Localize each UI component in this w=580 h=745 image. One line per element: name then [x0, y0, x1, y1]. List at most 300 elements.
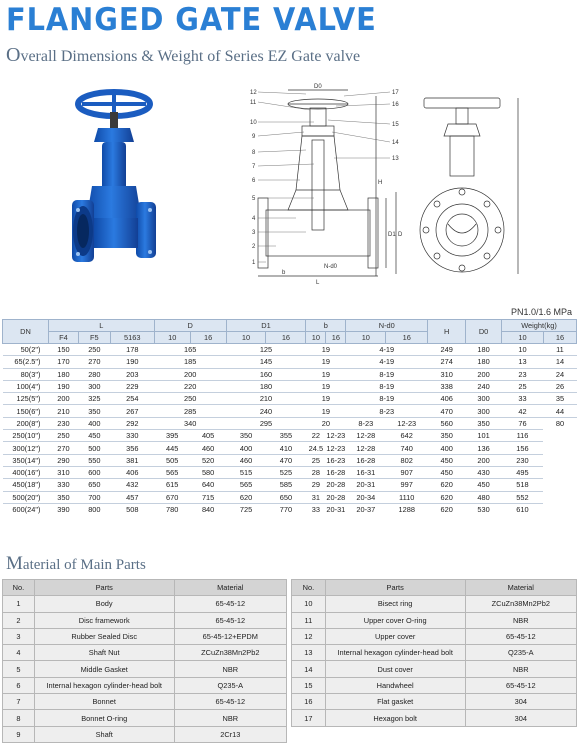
- col-b: b: [306, 320, 346, 332]
- callout-9: 9: [252, 134, 256, 140]
- table-cell: 300: [78, 380, 110, 392]
- table-cell: 4-19: [346, 356, 428, 368]
- mat-col-no-2: No.: [292, 580, 326, 596]
- table-row: [3, 479, 577, 491]
- table-cell: Middle Gasket: [34, 661, 174, 677]
- table-cell: 304: [465, 694, 576, 710]
- table-cell: 203: [110, 368, 154, 380]
- table-cell: 495: [502, 466, 544, 478]
- table-cell: 600: [78, 466, 110, 478]
- table-cell: 500(20"): [3, 491, 49, 503]
- table-cell: 907: [386, 466, 428, 478]
- table-cell: 250: [154, 393, 226, 405]
- callout-2: 2: [252, 244, 256, 250]
- materials-title-rest: aterial of Main Parts: [22, 557, 146, 573]
- table-cell: 580: [190, 466, 226, 478]
- table-cell: 250(10"): [3, 430, 49, 442]
- callout-13: 13: [392, 156, 399, 162]
- sub-d1-16: 16: [266, 332, 306, 344]
- table-cell: 16-28: [346, 454, 386, 466]
- table-cell: 19: [306, 393, 346, 405]
- list-item: [292, 628, 577, 644]
- materials-title-initial: M: [6, 553, 23, 574]
- table-cell: 400: [428, 442, 466, 454]
- table-cell: 295: [226, 417, 306, 429]
- table-cell: 8-19: [346, 380, 428, 392]
- table-cell: 350: [428, 430, 466, 442]
- table-cell: 116: [502, 430, 544, 442]
- table-cell: 10: [502, 344, 544, 356]
- table-cell: 25: [306, 454, 326, 466]
- table-cell: 76: [502, 417, 544, 429]
- table-cell: 450: [466, 479, 502, 491]
- dim-nd0-label: N-d0: [324, 264, 338, 270]
- table-cell: 185: [154, 356, 226, 368]
- table-cell: 180: [466, 356, 502, 368]
- table-cell: 7: [3, 694, 35, 710]
- callout-16: 16: [392, 102, 399, 108]
- table-cell: 802: [386, 454, 428, 466]
- table-cell: 285: [154, 405, 226, 417]
- table-row: [3, 503, 577, 515]
- table-cell: 14: [292, 661, 326, 677]
- list-item: [292, 645, 577, 661]
- table-cell: Rubber Sealed Disc: [34, 628, 174, 644]
- table-cell: 33: [502, 393, 544, 405]
- table-cell: 620: [428, 503, 466, 515]
- table-cell: 450(18"): [3, 479, 49, 491]
- table-cell: 65-45-12: [174, 694, 286, 710]
- sub-nd0-16: 16: [386, 332, 428, 344]
- dim-d0-label: D0: [314, 84, 322, 90]
- sub-b-10: 10: [306, 332, 326, 344]
- table-cell: 267: [110, 405, 154, 417]
- table-cell: 12-28: [346, 430, 386, 442]
- table-cell: 480: [466, 491, 502, 503]
- table-cell: 25: [502, 380, 544, 392]
- subtitle-rest: verall Dimensions & Weight of Series EZ Gate valve: [20, 48, 361, 65]
- table-cell: 350: [226, 430, 266, 442]
- table-cell: 22: [306, 430, 326, 442]
- table-cell: 505: [154, 454, 190, 466]
- callout-4: 4: [252, 216, 256, 222]
- col-nd0: N-d0: [346, 320, 428, 332]
- table-cell: Internal hexagon cylinder-head bolt: [34, 677, 174, 693]
- table-cell: 274: [428, 356, 466, 368]
- col-d0: D0: [466, 320, 502, 344]
- table-cell: 31: [306, 491, 326, 503]
- sub-d1-10: 10: [226, 332, 266, 344]
- table-cell: 20-31: [346, 479, 386, 491]
- table-cell: ZCuZn38Mn2Pb2: [465, 596, 576, 612]
- table-cell: 19: [306, 405, 346, 417]
- callout-7: 7: [252, 164, 256, 170]
- callout-3: 3: [252, 230, 256, 236]
- table-cell: 65-45-12+EPDM: [174, 628, 286, 644]
- table-cell: 610: [502, 503, 544, 515]
- table-cell: 65-45-12: [465, 677, 576, 693]
- table-cell: 190: [48, 380, 78, 392]
- table-cell: Hexagon bolt: [325, 710, 465, 726]
- table-cell: 780: [154, 503, 190, 515]
- callout-1: 1: [252, 260, 256, 266]
- table-cell: 125: [226, 344, 306, 356]
- materials-right-body: [292, 596, 577, 726]
- table-cell: 210: [226, 393, 306, 405]
- sub-d-10: 10: [154, 332, 190, 344]
- table-cell: 406: [110, 466, 154, 478]
- table-cell: 620: [428, 491, 466, 503]
- col-d1: D1: [226, 320, 306, 332]
- callout-15: 15: [392, 122, 399, 128]
- table-cell: 24.5: [306, 442, 326, 454]
- table-cell: 560: [428, 417, 466, 429]
- table-cell: 42: [502, 405, 544, 417]
- materials-table-left: [2, 579, 287, 743]
- table-cell: 16-28: [326, 468, 346, 478]
- table-cell: 310: [428, 368, 466, 380]
- table-cell: NBR: [465, 661, 576, 677]
- table-cell: 10: [292, 596, 326, 612]
- table-cell: NBR: [174, 710, 286, 726]
- table-cell: 11: [292, 612, 326, 628]
- table-cell: 240: [226, 405, 306, 417]
- table-cell: 460: [190, 442, 226, 454]
- callout-14: 14: [392, 140, 399, 146]
- table-cell: 8-19: [346, 393, 428, 405]
- pressure-rating: PN1.0/1.6 MPa: [510, 307, 572, 317]
- table-cell: 100(4"): [3, 380, 49, 392]
- list-item: [3, 726, 287, 742]
- table-cell: 11: [543, 344, 576, 356]
- table-cell: 600(24"): [3, 503, 49, 515]
- dim-d1-label: D1: [388, 232, 396, 238]
- list-item: [3, 694, 287, 710]
- table-cell: 9: [3, 726, 35, 742]
- callout-11: 11: [250, 100, 257, 106]
- section-drawing: [236, 80, 412, 290]
- table-cell: 381: [110, 454, 154, 466]
- side-view-drawing: [418, 92, 540, 282]
- table-cell: 997: [386, 479, 428, 491]
- dim-h-label: H: [378, 180, 383, 186]
- table-cell: 229: [110, 380, 154, 392]
- table-cell: 390: [48, 503, 78, 515]
- sub-f5: F5: [78, 332, 110, 344]
- table-cell: 300: [466, 405, 502, 417]
- table-cell: Shaft: [34, 726, 174, 742]
- mat-col-material: Material: [174, 580, 286, 596]
- table-cell: 670: [154, 491, 190, 503]
- table-cell: 770: [266, 503, 306, 515]
- list-item: [3, 596, 287, 612]
- mat-col-parts-2: Parts: [325, 580, 465, 596]
- table-cell: 715: [190, 491, 226, 503]
- table-cell: 210: [48, 405, 78, 417]
- table-cell: Q235-A: [465, 645, 576, 661]
- table-cell: 249: [428, 344, 466, 356]
- table-cell: 3: [3, 628, 35, 644]
- table-cell: 642: [386, 430, 428, 442]
- list-item: [3, 612, 287, 628]
- table-cell: Dust cover: [325, 661, 465, 677]
- table-cell: 350: [78, 405, 110, 417]
- table-cell: 650: [78, 479, 110, 491]
- table-cell: 530: [466, 503, 502, 515]
- table-row: [3, 454, 577, 466]
- table-cell: 240: [466, 380, 502, 392]
- table-cell: 200: [154, 368, 226, 380]
- sub-b-16: 16: [326, 332, 346, 344]
- table-cell: 165: [154, 344, 226, 356]
- table-cell: 13: [502, 356, 544, 368]
- table-cell: 356: [110, 442, 154, 454]
- table-row: [3, 417, 577, 429]
- table-cell: 250: [48, 430, 78, 442]
- table-cell: 2: [3, 612, 35, 628]
- table-row: [3, 393, 577, 405]
- table-cell: 16-23: [326, 455, 346, 465]
- table-cell: 14: [543, 356, 576, 368]
- table-cell: Flat gasket: [325, 694, 465, 710]
- table-cell: 23: [502, 368, 544, 380]
- table-cell: 17: [292, 710, 326, 726]
- table-cell: 150: [48, 344, 78, 356]
- dimensions-table: [2, 319, 577, 516]
- table-cell: 4-19: [346, 344, 428, 356]
- table-cell: 338: [428, 380, 466, 392]
- table-cell: 15: [292, 677, 326, 693]
- table-cell: 13: [292, 645, 326, 661]
- table-cell: 8-23: [346, 417, 386, 429]
- table-cell: NBR: [174, 661, 286, 677]
- table-row: [3, 491, 577, 503]
- table-cell: 20-28: [326, 492, 346, 502]
- table-cell: 304: [465, 710, 576, 726]
- list-item: [292, 661, 577, 677]
- sub-5163: 5163: [110, 332, 154, 344]
- table-row: [3, 430, 577, 442]
- dim-b-label: b: [282, 270, 286, 276]
- dim-l-label: L: [316, 280, 320, 286]
- list-item: [3, 677, 287, 693]
- table-cell: 4: [3, 645, 35, 661]
- table-cell: 700: [78, 491, 110, 503]
- table-cell: 145: [226, 356, 306, 368]
- table-cell: 330: [110, 430, 154, 442]
- sub-w-10: 10: [502, 332, 544, 344]
- callout-8: 8: [252, 150, 256, 156]
- list-item: [3, 710, 287, 726]
- list-item: [3, 628, 287, 644]
- table-cell: 406: [428, 393, 466, 405]
- table-cell: 33: [306, 503, 326, 515]
- table-cell: 518: [502, 479, 544, 491]
- table-cell: Upper cover O-ring: [325, 612, 465, 628]
- table-cell: 330: [48, 479, 78, 491]
- table-cell: 300: [466, 393, 502, 405]
- table-cell: Shaft Nut: [34, 645, 174, 661]
- table-cell: Upper cover: [325, 628, 465, 644]
- table-cell: 550: [78, 454, 110, 466]
- list-item: [3, 661, 287, 677]
- col-dn: DN: [3, 320, 49, 344]
- table-cell: 450: [78, 430, 110, 442]
- materials-table-right: [291, 579, 577, 727]
- table-row: [3, 356, 577, 368]
- table-cell: 615: [154, 479, 190, 491]
- table-cell: 340: [154, 417, 226, 429]
- table-cell: 565: [226, 479, 266, 491]
- table-cell: 520: [190, 454, 226, 466]
- table-cell: 450: [428, 454, 466, 466]
- table-cell: 29: [306, 479, 326, 491]
- table-cell: 101: [466, 430, 502, 442]
- table-cell: 12-23: [326, 443, 346, 453]
- table-cell: 35: [543, 393, 576, 405]
- table-cell: 500: [78, 442, 110, 454]
- col-h: H: [428, 320, 466, 344]
- dimensions-body: [3, 344, 577, 516]
- table-cell: 508: [110, 503, 154, 515]
- table-cell: 400: [78, 417, 110, 429]
- table-cell: 180: [226, 380, 306, 392]
- sub-w-16: 16: [543, 332, 576, 344]
- table-cell: 650: [266, 491, 306, 503]
- table-cell: 160: [226, 368, 306, 380]
- table-cell: 80: [543, 417, 576, 429]
- table-cell: 445: [154, 442, 190, 454]
- callout-17: 17: [392, 90, 399, 96]
- table-cell: 432: [110, 479, 154, 491]
- table-cell: 170: [48, 356, 78, 368]
- table-cell: ZCuZn38Mn2Pb2: [174, 645, 286, 661]
- callout-6: 6: [252, 178, 256, 184]
- page-title: FLANGED GATE VALVE: [6, 2, 377, 38]
- table-cell: 220: [154, 380, 226, 392]
- table-cell: 200: [48, 393, 78, 405]
- table-cell: 12: [292, 628, 326, 644]
- table-cell: 19: [306, 380, 346, 392]
- table-cell: 280: [78, 368, 110, 380]
- table-cell: 405: [190, 430, 226, 442]
- table-cell: 200: [466, 454, 502, 466]
- table-cell: 457: [110, 491, 154, 503]
- table-cell: 310: [48, 466, 78, 478]
- table-cell: 840: [190, 503, 226, 515]
- col-d: D: [154, 320, 226, 332]
- table-row: [3, 466, 577, 478]
- table-cell: 2Cr13: [174, 726, 286, 742]
- table-cell: 65-45-12: [465, 628, 576, 644]
- callout-12: 12: [250, 90, 257, 96]
- table-cell: 150(6"): [3, 405, 49, 417]
- table-cell: 460: [226, 454, 266, 466]
- table-cell: 552: [502, 491, 544, 503]
- table-cell: 565: [154, 466, 190, 478]
- table-cell: Body: [34, 596, 174, 612]
- table-cell: 65(2.5"): [3, 356, 49, 368]
- table-cell: 355: [266, 430, 306, 442]
- table-cell: 410: [266, 442, 306, 454]
- table-cell: NBR: [465, 612, 576, 628]
- table-cell: 26: [543, 380, 576, 392]
- callout-10: 10: [250, 120, 257, 126]
- table-cell: 400(16"): [3, 466, 49, 478]
- page-subtitle: [6, 44, 360, 67]
- table-cell: Internal hexagon cylinder-head bolt: [325, 645, 465, 661]
- table-cell: 254: [110, 393, 154, 405]
- table-row: [3, 344, 577, 356]
- table-cell: 180: [466, 344, 502, 356]
- table-cell: 350: [48, 491, 78, 503]
- table-cell: 16: [292, 694, 326, 710]
- table-cell: 20-37: [346, 503, 386, 515]
- table-cell: 20-28: [326, 480, 346, 490]
- table-cell: 430: [466, 466, 502, 478]
- table-cell: Handwheel: [325, 677, 465, 693]
- table-cell: 28: [306, 466, 326, 478]
- table-cell: 200(8"): [3, 417, 49, 429]
- table-cell: 12-23: [326, 431, 346, 441]
- table-cell: 350: [466, 417, 502, 429]
- table-cell: 740: [386, 442, 428, 454]
- list-item: [292, 677, 577, 693]
- table-cell: 6: [3, 677, 35, 693]
- table-cell: 470: [428, 405, 466, 417]
- table-cell: 180: [48, 368, 78, 380]
- col-weight: Weight(kg): [502, 320, 577, 332]
- table-cell: 200: [466, 368, 502, 380]
- list-item: [3, 645, 287, 661]
- mat-col-parts: Parts: [34, 580, 174, 596]
- table-cell: 725: [226, 503, 266, 515]
- callout-5: 5: [252, 196, 256, 202]
- table-cell: 65-45-12: [174, 612, 286, 628]
- table-cell: 8-23: [346, 405, 428, 417]
- table-cell: Bonnet O-ring: [34, 710, 174, 726]
- table-cell: 620: [428, 479, 466, 491]
- table-row: [3, 405, 577, 417]
- table-cell: 270: [78, 356, 110, 368]
- table-cell: 50(2"): [3, 344, 49, 356]
- table-cell: 525: [266, 466, 306, 478]
- table-cell: 270: [48, 442, 78, 454]
- table-cell: 1: [3, 596, 35, 612]
- table-row: [3, 380, 577, 392]
- table-cell: 8: [3, 710, 35, 726]
- table-cell: 230: [502, 454, 544, 466]
- sub-d-16: 16: [190, 332, 226, 344]
- table-cell: Bisect ring: [325, 596, 465, 612]
- table-cell: 515: [226, 466, 266, 478]
- table-cell: 20: [306, 417, 346, 429]
- table-cell: 450: [428, 466, 466, 478]
- table-cell: 620: [226, 491, 266, 503]
- table-cell: 1110: [386, 491, 428, 503]
- table-cell: 290: [48, 454, 78, 466]
- table-cell: 470: [266, 454, 306, 466]
- list-item: [292, 710, 577, 726]
- table-cell: 640: [190, 479, 226, 491]
- table-cell: 400: [226, 442, 266, 454]
- table-cell: 136: [466, 442, 502, 454]
- sub-f4: F4: [48, 332, 78, 344]
- table-cell: 395: [154, 430, 190, 442]
- table-cell: 292: [110, 417, 154, 429]
- table-cell: 350(14"): [3, 454, 49, 466]
- table-cell: 12-28: [346, 442, 386, 454]
